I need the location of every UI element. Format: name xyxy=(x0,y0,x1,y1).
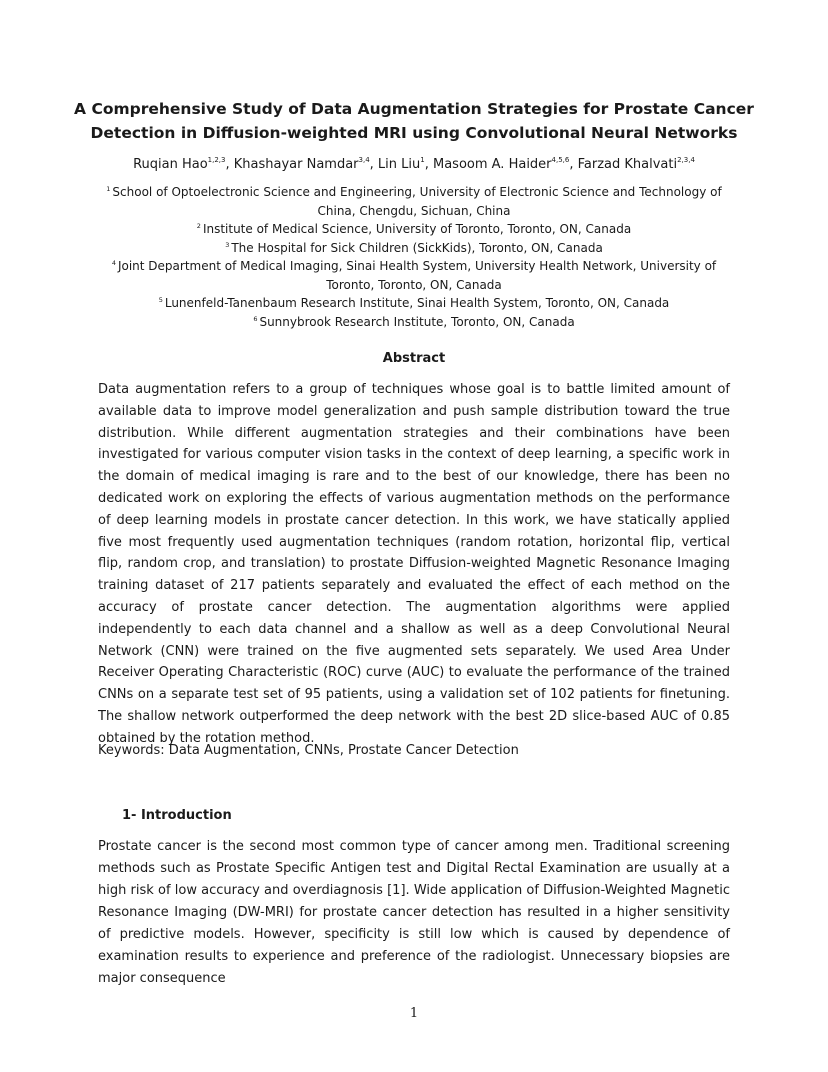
author-affiliation-marker: 3,4 xyxy=(358,156,370,164)
author-affiliation-marker: 2,3,4 xyxy=(677,156,695,164)
affiliation: $^1$ School of Optoelectronic Science and Engineering, University of Electronic Science and Technology of China, Chengdu, Sichuan, China xyxy=(106,185,722,218)
introduction-text: Prostate cancer is the second most common type of cancer among men. Traditional screening methods such as Prostate Specific Antigen test and Digital Rectal Examination are usually at a high risk of low accuracy and overdiagnosis [1]. Wide application of Diffusion-Weighted Magnetic Resonance Imaging (DW-MRI) for prostate cancer detection has resulted in a higher sensitivity of predictive models. However, specificity is still low which is caused by dependence of examination results to experience and preference of the radiologist. Unnecessary biopsies are major consequence xyxy=(98,839,730,986)
paper-title-line-1: A Comprehensive Study of Data Augmentation Strategies for Prostate Cancer xyxy=(74,100,754,118)
affiliation: $^2$ Institute of Medical Science, University of Toronto, Toronto, ON, Canada xyxy=(196,222,632,236)
author: Lin Liu$^1$, xyxy=(377,156,433,172)
affiliation: $^6$ Sunnybrook Research Institute, Toronto, ON, Canada xyxy=(253,314,575,329)
author-affiliation-marker: 1 xyxy=(420,156,425,164)
section-heading-introduction: 1- Introduction xyxy=(122,808,232,823)
author-affiliation-marker: 1,2,3 xyxy=(207,156,226,164)
author: Farzad Khalvati$^{2,3,4}$ xyxy=(577,156,695,172)
affiliation: $^5$ Lunenfeld-Tanenbaum Research Institute, Sinai Health System, Toronto, ON, Canada xyxy=(158,296,670,310)
paper-title xyxy=(60,97,768,145)
affiliation: $^3$ The Hospital for Sick Children (SickKids), Toronto, ON, Canada xyxy=(225,240,603,255)
affiliation: $^4$ Joint Department of Medical Imaging, Sinai Health System, University Health Network, University of Toronto, Toronto, ON, Canada xyxy=(111,259,717,292)
author-affiliation-marker: 4,5,6 xyxy=(551,156,570,164)
abstract-text: Data augmentation refers to a group of techniques whose goal is to battle limited amount of available data to improve model generalization and push sample distribution toward the true distribution. While different augmentation strategies and their combinations have been investigated for various computer vision tasks in the context of deep learning, a specific work in the domain of medical imaging is rare and to the best of our knowledge, there has been no dedicated work on exploring the effects of various augmentation methods on the performance of deep learning models in prostate cancer detection. In this work, we have statically applied five most frequently used augmentation techniques (random rotation, horizontal flip, vertical flip, random crop, and translation) to prostate Diffusion-weighted Magnetic Resonance Imaging training dataset of 217 patients separately and evaluated the effect of each method on the accuracy of prostate cancer detection. The augmentation algorithms were applied independently to each data channel and a shallow as well as a deep Convolutional Neural Network (CNN) were trained on the five augmented sets separately. We used Area Under Receiver Operating Characteristic (ROC) curve (AUC) to evaluate the performance of the trained CNNs on a separate test set of 95 patients, using a validation set of 102 patients for finetuning. The shallow network outperformed the deep network with the best 2D slice-based AUC of 0.85 obtained by the rotation method. xyxy=(98,382,730,746)
paper-title-line-2: Detection in Diffusion-weighted MRI using Convolutional Neural Networks xyxy=(90,124,738,142)
page-number: 1 xyxy=(409,1006,419,1021)
abstract-heading: Abstract xyxy=(382,351,446,366)
keywords: Keywords: Data Augmentation, CNNs, Prostate Cancer Detection xyxy=(98,743,519,758)
author: Khashayar Namdar$^{3,4}$, xyxy=(233,156,378,172)
author: Masoom A. Haider$^{4,5,6}$, xyxy=(432,156,578,172)
author: Ruqian Hao$^{1,2,3}$, xyxy=(133,156,234,172)
author-list xyxy=(60,155,768,175)
affiliation-list xyxy=(92,183,736,331)
